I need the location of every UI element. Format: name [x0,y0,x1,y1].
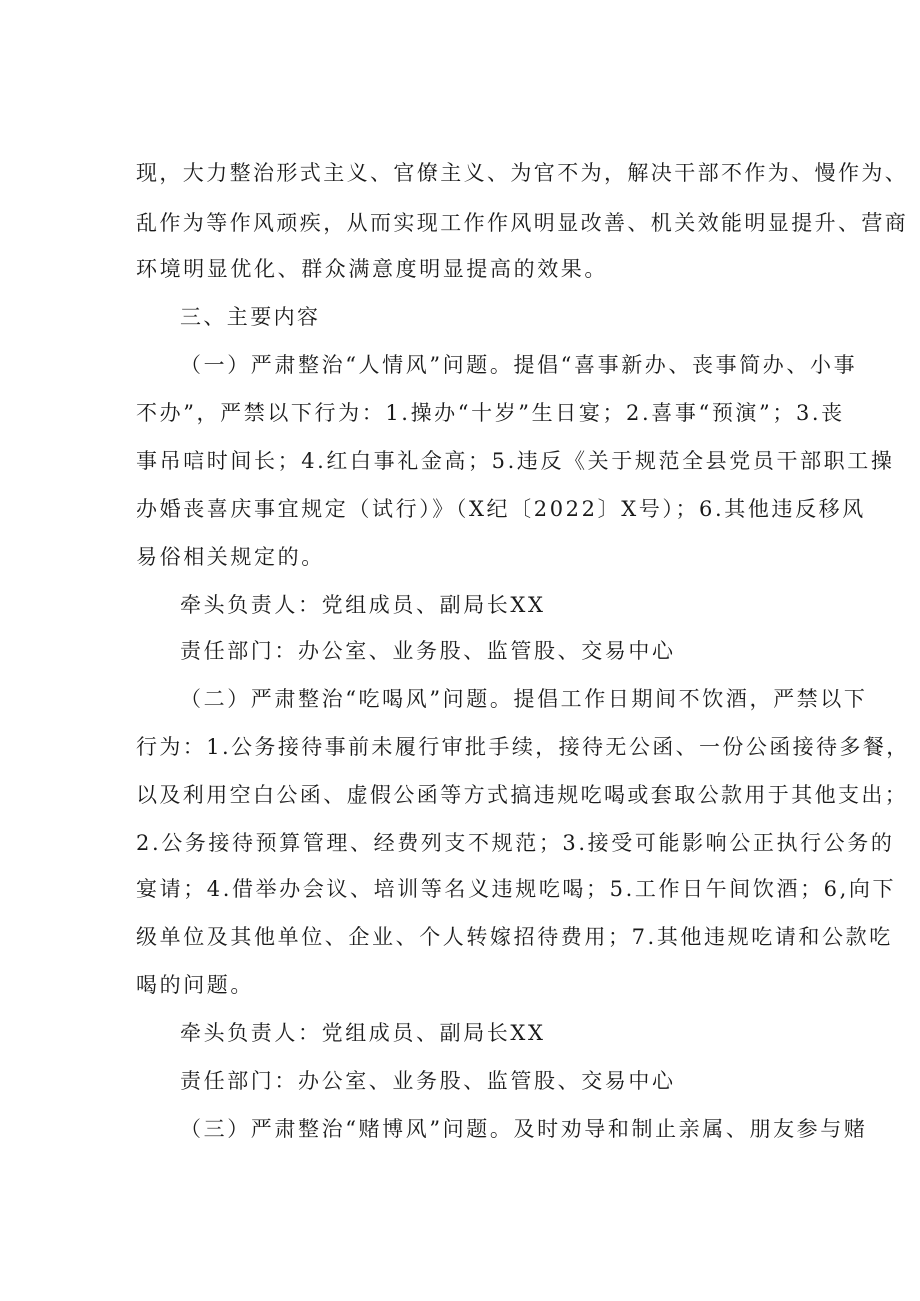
text-line: 级单位及其他单位、企业、个人转嫁招待费用；7.其他违规吃请和公款吃 [136,925,893,949]
text-line: 喝的问题。 [136,973,254,997]
text-line: 易俗相关规定的。 [136,545,325,569]
text-line: 环境明显优化、群众满意度明显提高的效果。 [136,257,608,281]
responsible-departments: 责任部门：办公室、业务股、监管股、交易中心 [180,1069,676,1093]
text-line: 办婚丧喜庆事宜规定（试行）》（X纪〔2022〕X号）；6.其他违反移风 [136,497,866,521]
text-line: 现，大力整治形式主义、官僚主义、为官不为，解决干部不作为、慢作为、 [136,161,909,185]
lead-person: 牵头负责人：党组成员、副局长XX [180,1021,546,1045]
text-line: 乱作为等作风顽疾，从而实现工作作风明显改善、机关效能明显提升、营商 [136,211,909,235]
text-line: 行为：1.公务接待事前未履行审批手续，接待无公函、一份公函接待多餐， [136,735,910,759]
text-line: （三）严肃整治“赌博风”问题。及时劝导和制止亲属、朋友参与赌 [180,1117,868,1141]
responsible-departments: 责任部门：办公室、业务股、监管股、交易中心 [180,639,676,663]
text-line: 不办”，严禁以下行为：1.操办“十岁”生日宴；2.喜事“预演”；3.丧 [136,401,845,425]
text-line: 2.公务接待预算管理、经费列支不规范；3.接受可能影响公正执行公务的 [136,831,895,855]
text-line: 以及利用空白公函、虚假公函等方式搞违规吃喝或套取公款用于其他支出； [136,783,909,807]
section-heading: 三、主要内容 [180,305,321,329]
text-line: （二）严肃整治“吃喝风”问题。提倡工作日期间不饮酒，严禁以下 [180,687,868,711]
text-line: 事吊唁时间长；4.红白事礼金高；5.违反《关于规范全县党员干部职工操 [136,449,895,473]
text-line: （一）严肃整治“人情风”问题。提倡“喜事新办、丧事简办、小事 [180,353,858,377]
text-line: 宴请；4.借举办会议、培训等名义违规吃喝；5.工作日午间饮酒；6,向下 [136,877,897,901]
lead-person: 牵头负责人：党组成员、副局长XX [180,593,546,617]
